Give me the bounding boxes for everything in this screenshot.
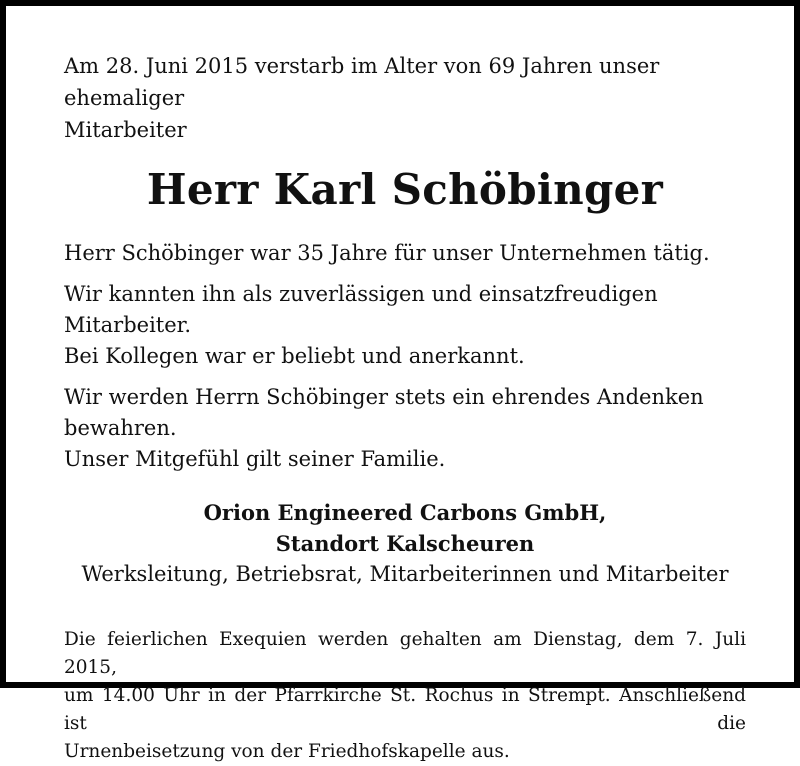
intro-line-2: Mitarbeiter (64, 118, 187, 142)
funeral-line-2: um 14.00 Uhr in der Pfarrkirche St. Rochus in Strempt. Anschließend ist die (64, 685, 746, 734)
character-line-2: Bei Kollegen war er beliebt und anerkannt. (64, 344, 525, 368)
deceased-name: Herr Karl Schöbinger (146, 165, 664, 214)
service-years-text: Herr Schöbinger war 35 Jahre für unser Unternehmen tätig. (64, 241, 710, 265)
remembrance-line-2: Unser Mitgefühl gilt seiner Familie. (64, 447, 446, 471)
sender-signatories: Werksleitung, Betriebsrat, Mitarbeiterinnen und Mitarbeiter (81, 562, 729, 586)
sender-site: Standort Kalscheuren (275, 531, 535, 556)
sender-block (64, 497, 746, 590)
character-text (64, 279, 746, 372)
character-line-1: Wir kannten ihn als zuverlässigen und einsatzfreudigen Mitarbeiter. (64, 282, 658, 337)
intro-text (64, 50, 746, 146)
remembrance-text (64, 382, 746, 475)
remembrance-line-1: Wir werden Herrn Schöbinger stets ein ehrendes Andenken bewahren. (64, 385, 704, 440)
intro-line-1: Am 28. Juni 2015 verstarb im Alter von 69 Jahren unser ehemaliger (64, 54, 660, 110)
funeral-line-1: Die feierlichen Exequien werden gehalten am Dienstag, dem 7. Juli 2015, (64, 629, 746, 678)
funeral-info (64, 626, 746, 766)
funeral-line-3: Urnenbeisetzung von der Friedhofskapelle aus. (64, 741, 510, 762)
notice-content (64, 50, 746, 766)
sender-company: Orion Engineered Carbons GmbH, (203, 500, 607, 525)
